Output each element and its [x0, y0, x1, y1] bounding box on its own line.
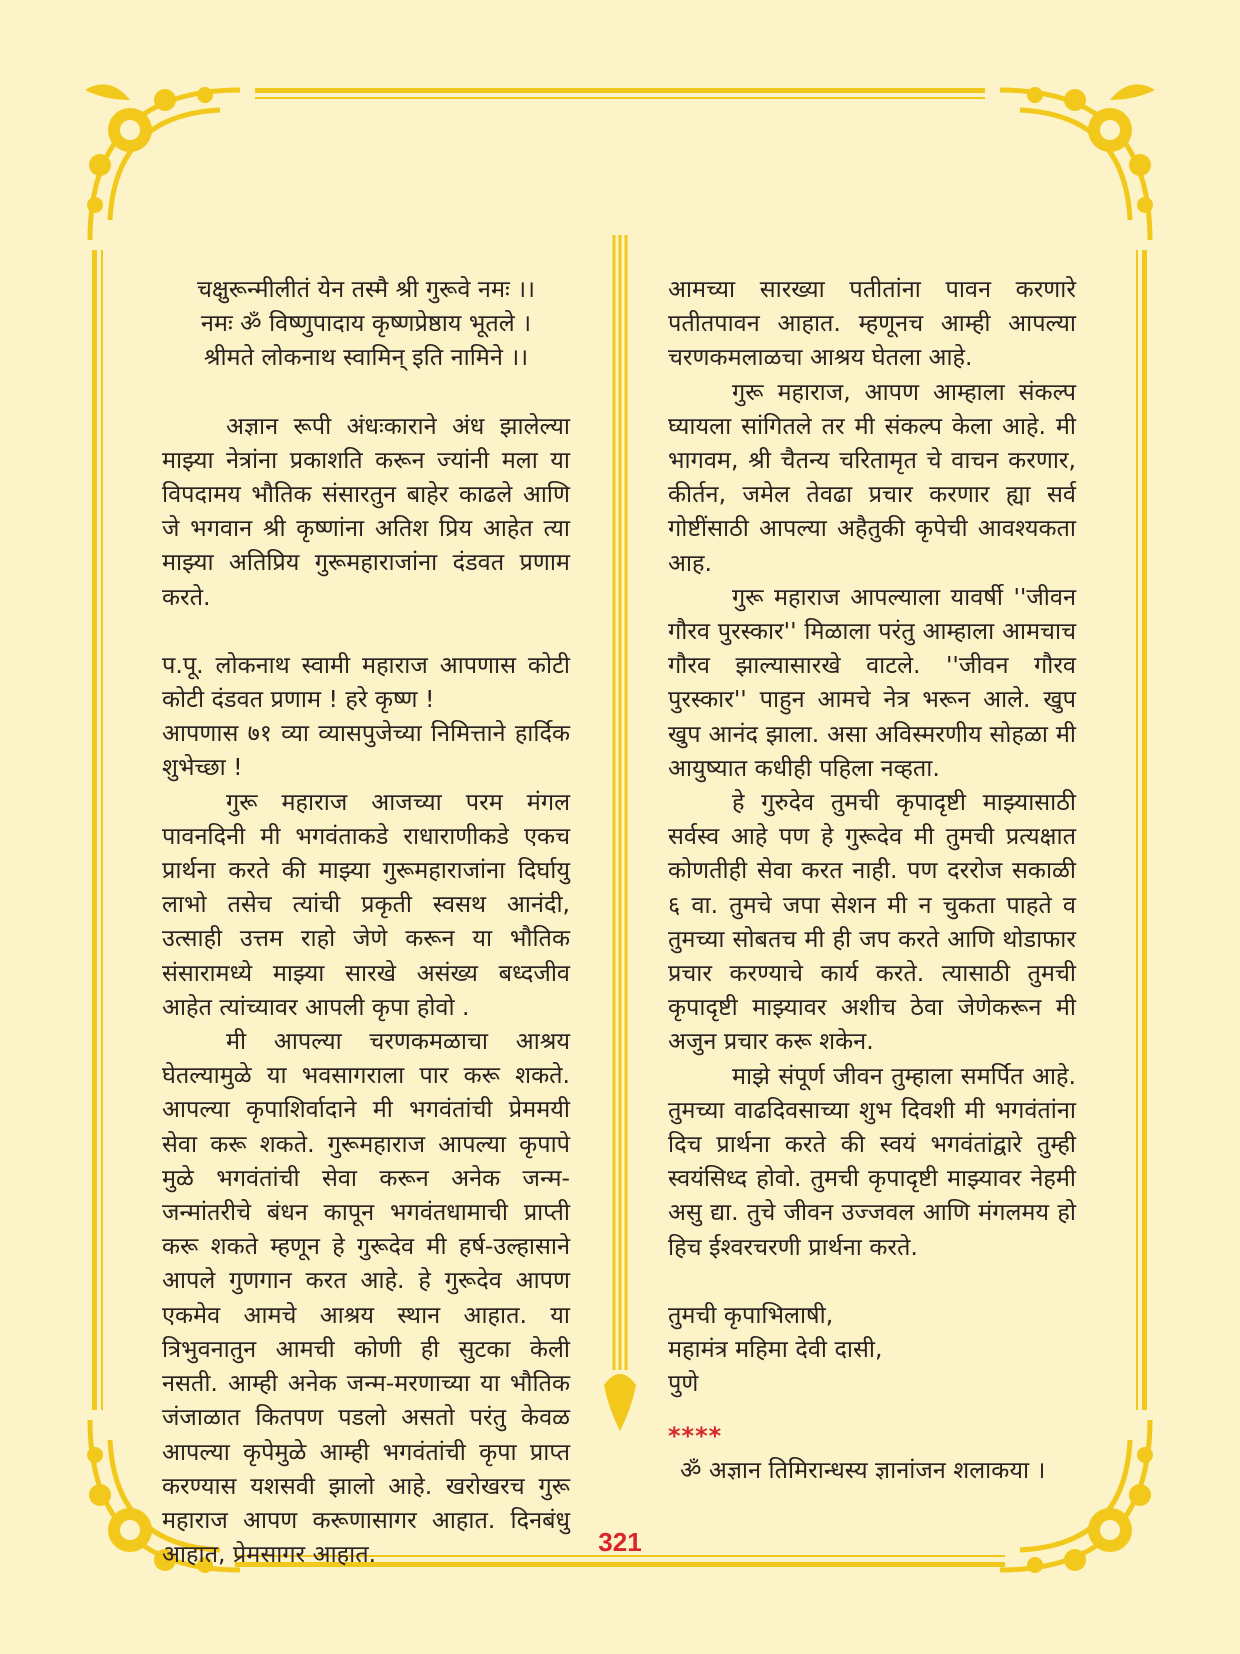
paragraph: गुरू महाराज, आपण आम्हाला संकल्प घ्यायला सांगितले तर मी संकल्प केला आहे. मी भागवम, श्री चैतन्य चरितामृत चे वाचन करणार, कीर्तन, जमेल तेवढा प्रचार करणार ह्या सर्व गोष्टींसाठी आपल्या अहैतुकी कृपेची आवश्यकता आह. — [668, 377, 1076, 577]
paragraph: माझे संपूर्ण जीवन तुम्हाला समर्पित आहे. तुमच्या वाढदिवसाच्या शुभ दिवशी मी भगवंतांना दिच प्रार्थना करते की स्वयं भगवंतांद्वारे तुम्ही स्वयंसिध्द होवो. तुमची कृपादृष्टी माझ्यावर नेहमी असु द्या. तुचे जीवन उज्जवल आणि मंगलमय हो हिच ईश्वरचरणी प्रार्थना करते. — [668, 1061, 1076, 1261]
top-border-line — [255, 88, 985, 93]
paragraph: आमच्या सारख्या पतीतांना पावन करणारे पतीतपावन आहात. म्हणूनच आम्ही आपल्या चरणकमलाळचा आश्रय घेतला आहे. — [668, 275, 1076, 372]
top-border-line-thin — [255, 97, 985, 99]
paragraph: अज्ञान रूपी अंधःकाराने अंध झालेल्या माझ्या नेत्रांना प्रकाशति करून ज्यांनी मला या विपदामय भौतिक संसारतुन बाहेर काढले आणि जे भगवान श्री कृष्णांना अतिश प्रिय आहेत त्या माझ्या अतिप्रिय गुरूमहाराजांना दंडवत प्रणाम करते. — [162, 411, 570, 611]
signature-line: महामंत्र महिमा देवी दासी, — [668, 1335, 883, 1364]
verse-line: श्रीमते लोकनाथ स्वामिन् इति नामिने ।। — [203, 343, 529, 372]
paragraph: मी आपल्या चरणकमळाचा आश्रय घेतल्यामुळे या भवसागराला पार करू शकते. आपल्या कृपाशिर्वादाने मी भगवंतांची प्रेममयी सेवा करू शकते. गुरूमहाराज आपल्या कृपापे मुळे भगवंतांची सेवा करून अनेक जन्म-जन्मांतरीचे बंधन कापून भगवंतधामाची प्राप्ती करू शकते म्हणून हे गुरूदेव मी हर्ष-उल्हासाने आपले गुणगान करत आहे. हे गुरूदेव आपण एकमेव आमचे आश्रय स्थान आहात. या त्रिभुवनातुन आमची कोणी ही सुटका केली नसती. आम्ही अनेक जन्म-मरणाच्या या भौतिक जंजाळात कितपण पडलो असतो परंतु केवळ आपल्या कृपेमुळे आम्ही भगवंतांची कृपा प्राप्त करण्यास यशसवी झालो आहे. खरोखरच गुरू महाराज आपण करूणासागर आहात. दिनबंधु आहात, प्रेमसागर आहात. — [162, 1027, 570, 1569]
paragraph: प.पू. लोकनाथ स्वामी महाराज आपणास कोटी कोटी दंडवत प्रणाम ! हरे कृष्ण ! — [162, 650, 570, 714]
right-border-line-thin — [1136, 250, 1138, 1410]
left-border-line — [92, 250, 97, 1410]
right-border-line — [1142, 250, 1147, 1410]
paragraph: गुरू महाराज आपल्याला यावर्षी ''जीवन गौरव पुरस्कार'' मिळाला परंतु आम्हाला आमचाच गौरव झाल्यासारखे वाटले. ''जीवन गौरव पुरस्कार'' पाहुन आमचे नेत्र भरून आले. खुप खुप आनंद झाला. असा अविस्मरणीय सोहळा मी आयुष्यात कधीही पहिला नव्हता. — [668, 582, 1076, 782]
signature-line: तुमची कृपाभिलाषी, — [668, 1300, 834, 1329]
left-column — [162, 272, 570, 1571]
signature-line: पुणे — [668, 1369, 699, 1398]
corner-ornament-icon — [70, 70, 260, 260]
verse-line: चक्षुरून्मीलीतं येन तस्मै श्री गुरूवे नमः ।। — [196, 275, 536, 303]
page-number: 321 — [598, 1527, 642, 1557]
paragraph: गुरू महाराज आजच्या परम मंगल पावनदिनी मी भगवंताकडे राधाराणीकडे एकच प्रार्थना करते की माझ्या गुरूमहाराजांना दिर्घायु लाभो तसेच त्यांची प्रकृती स्वसथ आनंदी, उत्साही उत्तम राहो जेणे करून या भौतिक संसारामध्ये माझ्या सारखे असंख्य बध्दजीव आहेत त्यांच्यावर आपली कृपा होवो . — [162, 787, 570, 1021]
verse-line: नमः ॐ विष्णुपादाय कृष्णप्रेष्ठाय भूतले । — [200, 309, 532, 338]
closing-verse: ॐ अज्ञान तिमिरान्धस्य ज्ञानांजन शलाकया । — [680, 1455, 1046, 1484]
corner-ornament-icon — [980, 70, 1170, 260]
right-column — [668, 272, 1076, 1487]
paragraph: आपणास ७१ व्या व्यासपुजेच्या निमित्ताने हार्दिक शुभेच्छा ! — [162, 719, 570, 782]
center-divider-icon — [596, 235, 644, 1435]
left-border-line-thin — [101, 250, 103, 1410]
star-separator: **** — [668, 1421, 723, 1450]
paragraph: हे गुरुदेव तुमची कृपादृष्टी माझ्यासाठी सर्वस्व आहे पण हे गुरूदेव मी तुमची प्रत्यक्षात कोणतीही सेवा करत नाही. पण दररोज सकाळी ६ वा. तुमचे जपा सेशन मी न चुकता पाहते व तुमच्या सोबतच मी ही जप करते आणि थोडाफार प्रचार करण्याचे कार्य करते. त्यासाठी तुमची कृपादृष्टी माझ्यावर अशीच ठेवा जेणेकरून मी अजुन प्रचार करू शकेन. — [668, 788, 1076, 1056]
